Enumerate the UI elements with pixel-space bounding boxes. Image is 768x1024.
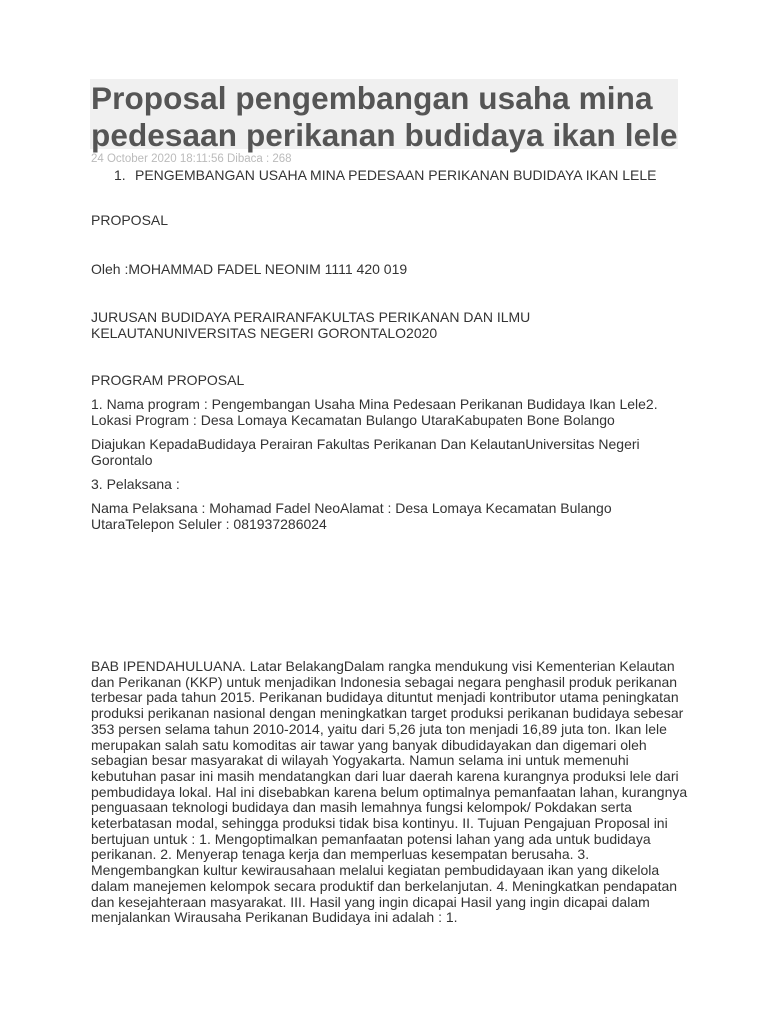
paragraph-program-heading: PROGRAM PROPOSAL bbox=[91, 372, 245, 388]
paragraph-submitted-to: Diajukan KepadaBudidaya Perairan Fakultas Perikanan Dan KelautanUniversitas Negeri Gorontalo bbox=[91, 436, 640, 468]
paragraph-executor: Nama Pelaksana : Mohamad Fadel NeoAlamat : Desa Lomaya Kecamatan Bulango UtaraTelepon Seluler : 081937286024 bbox=[91, 500, 612, 532]
list-number: 1. bbox=[114, 167, 126, 183]
title-line-1: Proposal pengembangan usaha mina bbox=[91, 80, 653, 116]
title-line-2: pedesaan perikanan budidaya ikan lele bbox=[91, 117, 678, 153]
paragraph-chapter-1: BAB IPENDAHULUANA. Latar BelakangDalam rangka mendukung visi Kementerian Kelautan dan Perikanan (KKP) untuk menjadikan Indonesia sebagai negara penghasil produk perikanan terbesar pada tahun 2015. Perikanan budidaya dituntut menjadi kontributor utama peningkatan produksi perikanan nasional dengan meningkatkan target produksi perikanan budidaya sebesar 353 persen selama tahun 2010-2014, yaitu dari 5,26 juta ton menjadi 16,89 juta ton. Ikan lele merupakan salah satu komoditas air tawar yang banyak dibudidayakan dan digemari oleh sebagian besar masyarakat di wilayah Yogyakarta. Namun selama ini untuk memenuhi kebutuhan pasar ini masih mendatangkan dari luar daerah karena kurangnya produksi lele dari pembudidaya lokal. Hal ini disebabkan karena belum optimalnya pemanfaatan lahan, kurangnya penguasaan teknologi budidaya dan masih lemahnya fungsi kelompok/ Pokdakan serta keterbatasan modal, sehingga produksi tidak bisa kontinyu. II. Tujuan Pengajuan Proposal ini bertujuan untuk : 1. Mengoptimalkan pemanfaatan potensi lahan yang ada untuk budidaya perikanan. 2. Menyerap tenaga kerja dan memperluas kesempatan berusaha. 3. Mengembangkan kultur kewirausahaan melalui kegiatan pembudidayaan ikan yang dikelola dalam manejemen kelompok secara produktif dan berkelanjutan. 4. Meningkatkan pendapatan dan kesejahteraan masyarakat. III. Hasil yang ingin dicapai Hasil yang ingin dicapai dalam menjalankan Wirausaha Perikanan Budidaya ini adalah : 1. bbox=[91, 658, 688, 926]
paragraph-author: Oleh :MOHAMMAD FADEL NEONIM 1111 420 019 bbox=[91, 261, 408, 277]
paragraph-proposal: PROPOSAL bbox=[91, 212, 169, 228]
list-item-text: PENGEMBANGAN USAHA MINA PEDESAAN PERIKANAN BUDIDAYA IKAN LELE bbox=[135, 167, 657, 183]
paragraph-executor-heading: 3. Pelaksana : bbox=[91, 476, 180, 492]
paragraph-department: JURUSAN BUDIDAYA PERAIRANFAKULTAS PERIKANAN DAN ILMU KELAUTANUNIVERSITAS NEGERI GORONTALO2020 bbox=[91, 309, 531, 341]
article-title bbox=[91, 80, 691, 154]
paragraph-program-name: 1. Nama program : Pengembangan Usaha Mina Pedesaan Perikanan Budidaya Ikan Lele2. Lokasi Program : Desa Lomaya Kecamatan Bulango UtaraKabupaten Bone Bolango bbox=[91, 396, 658, 428]
article-meta: 24 October 2020 18:11:56 Dibaca : 268 bbox=[91, 153, 292, 165]
